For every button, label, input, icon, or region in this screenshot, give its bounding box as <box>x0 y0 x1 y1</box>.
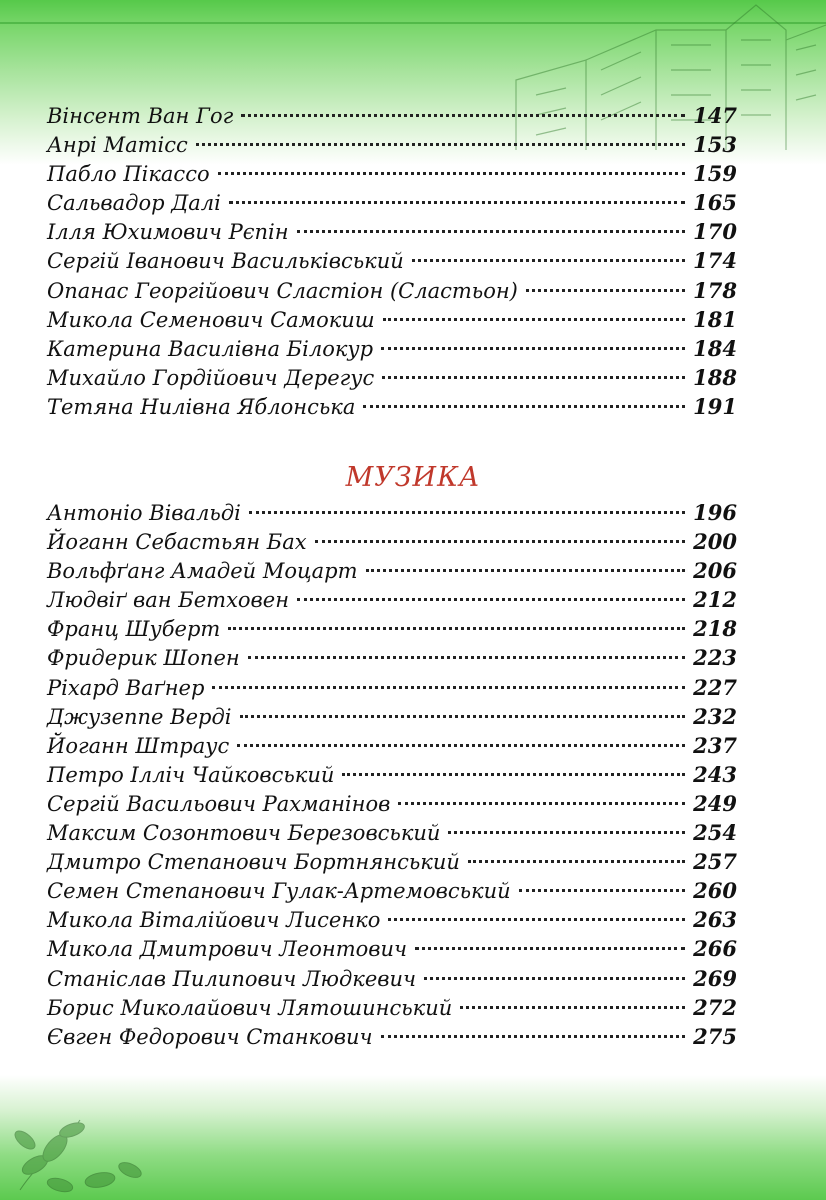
toc-entry[interactable] <box>47 336 737 365</box>
dot-leader <box>398 802 685 805</box>
toc-entry-name: Дмитро Степанович Бортнянський <box>47 850 460 875</box>
toc-entry-name: Максим Созонтович Березовський <box>47 821 441 846</box>
toc-entry-name: Пабло Пікассо <box>47 162 210 187</box>
toc-entry-page: 212 <box>693 587 737 613</box>
toc-entry[interactable] <box>47 878 737 907</box>
dot-leader <box>415 947 685 950</box>
toc-entry-page: 249 <box>693 790 737 816</box>
toc-entry-name: Сальвадор Далі <box>47 191 221 216</box>
toc-entry-name: Катерина Василівна Білокур <box>47 336 374 361</box>
toc-entry[interactable] <box>47 161 737 190</box>
toc-entry[interactable] <box>47 278 737 307</box>
toc-entry-page: 188 <box>693 364 737 390</box>
dot-leader <box>468 860 685 863</box>
toc-entry-name: Петро Ілліч Чайковський <box>47 762 335 787</box>
toc-entry-name: Микола Семенович Самокиш <box>47 307 375 332</box>
toc-entry-name: Опанас Георгійович Сластіон (Сластьон) <box>47 278 518 303</box>
dot-leader <box>381 1035 686 1038</box>
toc-list-music <box>47 500 737 1053</box>
dot-leader <box>237 744 685 747</box>
toc-entry-page: 227 <box>693 674 737 700</box>
toc-entry-name: Франц Шуберт <box>47 617 221 642</box>
toc-entry-page: 269 <box>693 965 737 991</box>
toc-entry-name: Джузеппе Верді <box>47 704 232 729</box>
toc-entry-name: Антоніо Вівальді <box>47 501 241 525</box>
toc-entry[interactable] <box>47 645 737 674</box>
dot-leader <box>218 172 686 175</box>
toc-entry-page: 153 <box>693 132 737 158</box>
toc-entry-page: 243 <box>693 761 737 787</box>
dot-leader <box>297 598 685 601</box>
toc-entry-page: 232 <box>693 703 737 729</box>
dot-leader <box>248 656 685 659</box>
toc-entry[interactable] <box>47 616 737 645</box>
toc-entry-page: 165 <box>693 190 737 216</box>
toc-entry-name: Михайло Гордійович Дерегус <box>47 365 375 390</box>
toc-entry[interactable] <box>47 190 737 219</box>
toc-entry-page: 170 <box>693 219 737 245</box>
toc-entry-name: Ріхард Ваґнер <box>47 675 205 700</box>
toc-entry[interactable] <box>47 791 737 820</box>
dot-leader <box>460 1006 685 1009</box>
toc-entry-name: Станіслав Пилипович Людкевич <box>47 966 417 991</box>
toc-entry-name: Фридерик Шопен <box>47 646 240 671</box>
toc-entry-page: 206 <box>693 558 737 584</box>
dot-leader <box>297 230 686 233</box>
toc-entry-page: 191 <box>693 393 737 419</box>
toc-entry[interactable] <box>47 820 737 849</box>
toc-entry-page: 257 <box>693 849 737 875</box>
dot-leader <box>519 889 686 892</box>
toc-entry-name: Йоганн Себастьян Бах <box>47 530 307 555</box>
toc-entry[interactable] <box>47 1024 737 1053</box>
toc-entry-page: 272 <box>693 994 737 1020</box>
toc-entry-page: 159 <box>693 161 737 187</box>
dot-leader <box>363 405 685 408</box>
dot-leader <box>212 686 685 689</box>
toc-entry-name: Людвіґ ван Бетховен <box>47 588 290 613</box>
toc-entry[interactable] <box>47 849 737 878</box>
toc-entry[interactable] <box>47 529 737 558</box>
dot-leader <box>241 114 685 117</box>
toc-entry[interactable] <box>47 675 737 704</box>
toc-entry[interactable] <box>47 907 737 936</box>
toc-entry-name: Анрі Матісс <box>47 133 188 158</box>
toc-entry-name: Тетяна Нилівна Яблонська <box>47 394 356 419</box>
toc-entry-name: Сергій Васильович Рахманінов <box>47 791 391 816</box>
toc-entry-page: 254 <box>693 820 737 846</box>
toc-entry-name: Борис Миколайович Лятошинський <box>47 995 453 1020</box>
dot-leader <box>412 259 685 262</box>
toc-entry-name: Євген Федорович Станкович <box>47 1024 373 1049</box>
toc-entry-name: Микола Віталійович Лисенко <box>47 908 381 933</box>
toc-entry[interactable] <box>47 936 737 965</box>
dot-leader <box>342 773 685 776</box>
toc-entry[interactable] <box>47 248 737 277</box>
toc-entry[interactable] <box>47 558 737 587</box>
toc-entry-page: 237 <box>693 732 737 758</box>
toc-entry-page: 263 <box>693 907 737 933</box>
toc-entry[interactable] <box>47 995 737 1024</box>
toc-entry[interactable] <box>47 132 737 161</box>
dot-leader <box>381 347 685 350</box>
dot-leader <box>382 376 685 379</box>
toc-entry[interactable] <box>47 733 737 762</box>
dot-leader <box>228 627 685 630</box>
toc-entry-name: Вольфґанг Амадей Моцарт <box>47 559 358 584</box>
dot-leader <box>196 143 685 146</box>
toc-entry-page: 266 <box>693 936 737 962</box>
toc-entry-name: Семен Степанович Гулак-Артемовський <box>47 879 511 904</box>
toc-entry[interactable] <box>47 500 737 529</box>
toc-entry-page: 275 <box>693 1023 737 1049</box>
toc-entry-name: Вінсент Ван Гог <box>47 104 234 128</box>
toc-entry[interactable] <box>47 762 737 791</box>
toc-entry[interactable] <box>47 219 737 248</box>
toc-entry[interactable] <box>47 307 737 336</box>
toc-entry-page: 196 <box>693 500 737 525</box>
dot-leader <box>383 318 685 321</box>
toc-entry-page: 174 <box>693 248 737 274</box>
toc-entry-name: Йоганн Штраус <box>47 733 230 758</box>
toc-entry-name: Микола Дмитрович Леонтович <box>47 937 408 962</box>
toc-entry-page: 200 <box>693 529 737 555</box>
dot-leader <box>315 540 686 543</box>
toc-entry[interactable] <box>47 966 737 995</box>
toc-entry[interactable] <box>47 103 737 132</box>
toc-entry-page: 260 <box>693 878 737 904</box>
dot-leader <box>424 977 685 980</box>
section-heading-music: МУЗИКА <box>345 462 481 493</box>
toc-entry-page: 218 <box>693 616 737 642</box>
toc-entry[interactable] <box>47 365 737 394</box>
leaves-illustration <box>0 1060 190 1200</box>
toc-entry-page: 223 <box>693 645 737 671</box>
toc-list-art <box>47 103 737 423</box>
dot-leader <box>249 511 685 514</box>
dot-leader <box>448 831 685 834</box>
toc-entry[interactable] <box>47 587 737 616</box>
dot-leader <box>229 201 685 204</box>
dot-leader <box>388 918 685 921</box>
dot-leader <box>366 569 686 572</box>
toc-entry-page: 147 <box>693 103 737 128</box>
toc-entry-name: Ілля Юхимович Рєпін <box>47 220 289 245</box>
dot-leader <box>526 289 685 292</box>
dot-leader <box>240 715 686 718</box>
toc-entry-page: 178 <box>693 277 737 303</box>
toc-entry-name: Сергій Іванович Васильківський <box>47 249 404 274</box>
toc-entry-page: 184 <box>693 335 737 361</box>
toc-entry-page: 181 <box>693 306 737 332</box>
toc-entry[interactable] <box>47 394 737 423</box>
toc-entry[interactable] <box>47 704 737 733</box>
